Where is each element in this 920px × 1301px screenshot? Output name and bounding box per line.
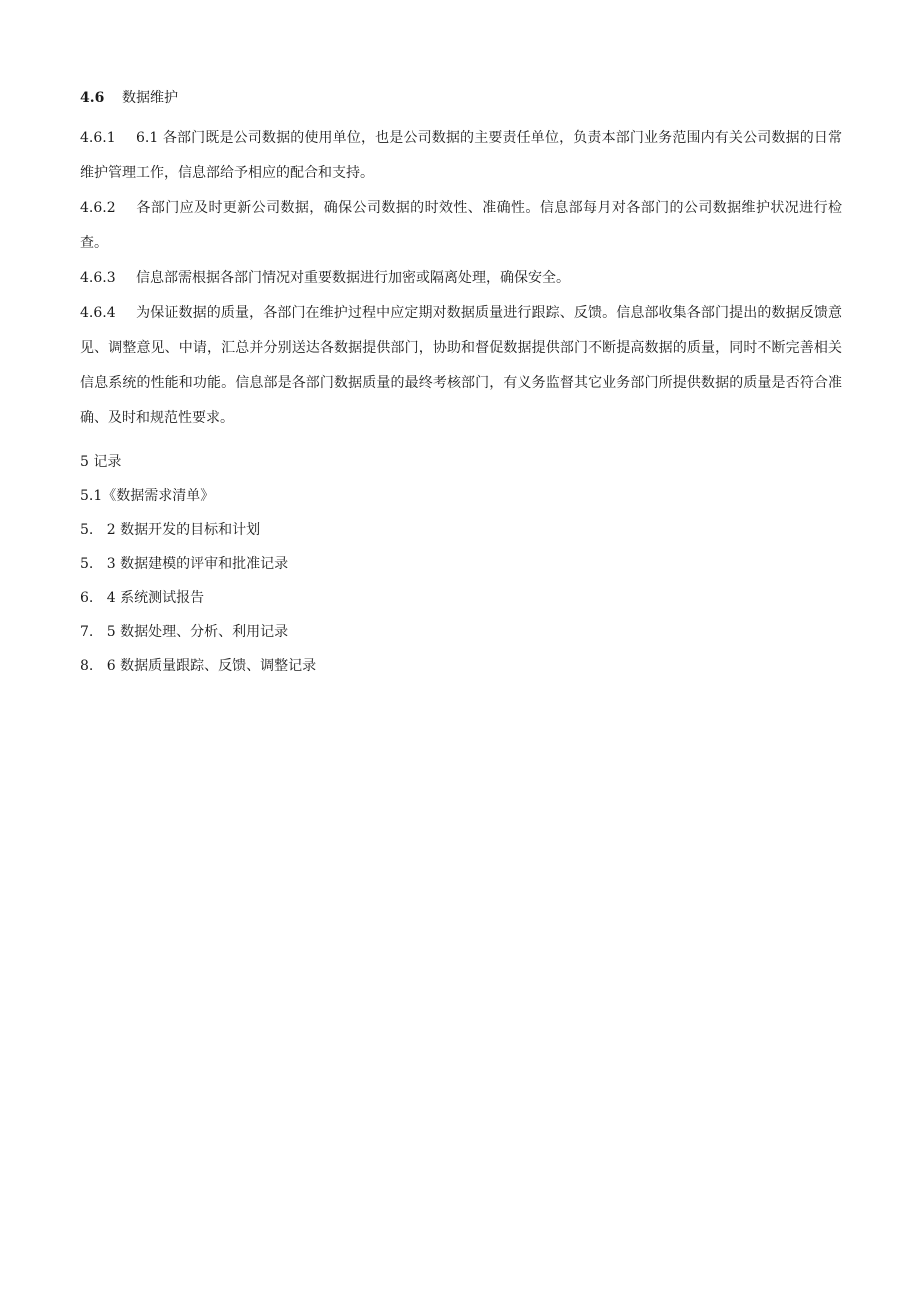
records-heading: 5 记录 [80,454,122,470]
clause-number: 4.6.2 [80,200,116,216]
clause-text: 各部门应及时更新公司数据，确保公司数据的时效性、准确性。信息部每月对各部门的公司数据维护状况进行检查。 [80,200,842,251]
clause-4-6-3 [80,261,842,296]
records-list [80,484,842,678]
record-item: 5. 2 数据开发的目标和计划 [80,522,261,538]
section-number: 4.6 [80,90,105,106]
record-item: 5. 3 数据建模的评审和批准记录 [80,556,289,572]
clause-number: 4.6.4 [80,305,116,321]
clause-number: 4.6.3 [80,270,116,286]
document-page [80,86,842,688]
record-item: 8. 6 数据质量跟踪、反馈、调整记录 [80,658,317,674]
clause-4-6-4 [80,296,842,436]
clause-text: 为保证数据的质量，各部门在维护过程中应定期对数据质量进行跟踪、反馈。信息部收集各部门提出的数据反馈意见、调整意见、中请，汇总并分别送达各数据提供部门，协助和督促数据提供部门不断提高数据的质量，同时不断完善相关信息系统的性能和功能。信息部是各部门数据质量的最终考核部门，有义务监督其它业务部门所提供数据的质量是否符合准确、及时和规范性要求。 [80,305,842,426]
clause-number: 4.6.1 [80,130,116,146]
record-item: 7. 5 数据处理、分析、利用记录 [80,624,289,640]
section-title: 数据维护 [122,90,178,106]
clause-4-6-2 [80,191,842,261]
clause-4-6-1 [80,121,842,191]
clause-text: 信息部需根据各部门情况对重要数据进行加密或隔离处理，确保安全。 [136,270,570,286]
record-item: 6. 4 系统测试报告 [80,590,205,606]
clause-text: 6.1 各部门既是公司数据的使用单位，也是公司数据的主要责任单位，负责本部门业务范围内有关公司数据的日常维护管理工作，信息部给予相应的配合和支持。 [80,130,842,181]
record-item: 5.1《数据需求清单》 [80,488,215,504]
section-heading [80,86,842,110]
